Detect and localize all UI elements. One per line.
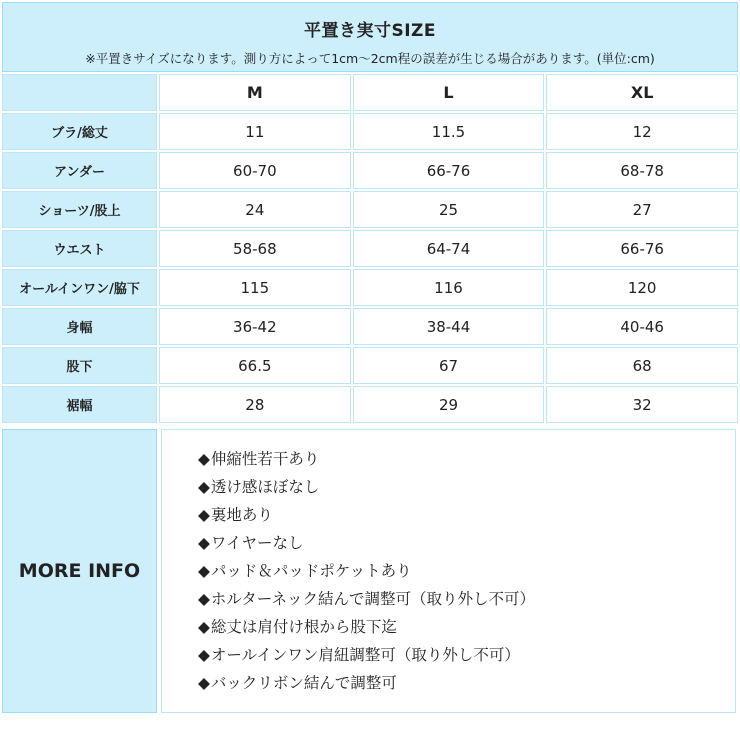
size-chart-title: 平置き実寸SIZE: [303, 21, 436, 41]
table-row: [2, 152, 738, 189]
size-chart-header: [2, 2, 738, 72]
table-cell: 38-44: [353, 308, 545, 345]
list-item: [198, 448, 735, 476]
list-item: [198, 504, 735, 532]
row-label: 裾幅: [2, 386, 157, 423]
corner-cell: [2, 74, 157, 111]
table-cell: 25: [353, 191, 545, 228]
table-cell: 66.5: [159, 347, 351, 384]
list-item: [198, 672, 735, 700]
size-chart-note: ※平置きサイズになります。測り方によって1cm〜2cm程の誤差が生じる場合があります。(単位:cm): [85, 51, 655, 66]
list-item: [198, 616, 735, 644]
table-row: [2, 308, 738, 345]
table-row: [2, 113, 738, 150]
list-item-text: パッド＆パッドポケットあり: [210, 562, 412, 580]
more-info-section: [2, 429, 738, 713]
column-header-xl: XL: [546, 74, 738, 111]
list-item: [198, 560, 735, 588]
diamond-bullet-icon: ◆: [198, 534, 210, 552]
table-cell: 27: [546, 191, 738, 228]
table-cell: 40-46: [546, 308, 738, 345]
more-info-list: [161, 429, 736, 713]
row-label: オールインワン/脇下: [2, 269, 157, 306]
table-cell: 12: [546, 113, 738, 150]
list-item-text: ホルターネック結んで調整可（取り外し不可）: [210, 590, 536, 608]
size-chart: [2, 2, 738, 713]
table-cell: 120: [546, 269, 738, 306]
table-cell: 11: [159, 113, 351, 150]
table-cell: 116: [353, 269, 545, 306]
table-cell: 68-78: [546, 152, 738, 189]
row-label: アンダー: [2, 152, 157, 189]
table-cell: 66-76: [546, 230, 738, 267]
list-item-text: 裏地あり: [210, 506, 273, 524]
table-cell: 11.5: [353, 113, 545, 150]
more-info-label: MORE INFO: [2, 429, 157, 713]
table-cell: 68: [546, 347, 738, 384]
row-label: 股下: [2, 347, 157, 384]
table-cell: 58-68: [159, 230, 351, 267]
table-row: [2, 386, 738, 423]
list-item: [198, 588, 735, 616]
diamond-bullet-icon: ◆: [198, 478, 210, 496]
diamond-bullet-icon: ◆: [198, 562, 210, 580]
diamond-bullet-icon: ◆: [198, 450, 210, 468]
row-label: 身幅: [2, 308, 157, 345]
table-cell: 67: [353, 347, 545, 384]
size-header-row: [2, 74, 738, 111]
list-item-text: 透け感ほぼなし: [210, 478, 320, 496]
table-row: [2, 191, 738, 228]
table-cell: 28: [159, 386, 351, 423]
table-cell: 115: [159, 269, 351, 306]
table-cell: 32: [546, 386, 738, 423]
table-cell: 36-42: [159, 308, 351, 345]
row-label: ショーツ/股上: [2, 191, 157, 228]
table-row: [2, 230, 738, 267]
table-row: [2, 269, 738, 306]
table-cell: 24: [159, 191, 351, 228]
list-item-text: 総丈は肩付け根から股下迄: [210, 618, 397, 636]
diamond-bullet-icon: ◆: [198, 590, 210, 608]
list-item: [198, 476, 735, 504]
table-cell: 66-76: [353, 152, 545, 189]
diamond-bullet-icon: ◆: [198, 646, 210, 664]
column-header-l: L: [353, 74, 545, 111]
table-cell: 29: [353, 386, 545, 423]
table-row: [2, 347, 738, 384]
list-item-text: ワイヤーなし: [210, 534, 304, 552]
diamond-bullet-icon: ◆: [198, 506, 210, 524]
list-item-text: オールインワン肩紐調整可（取り外し不可）: [210, 646, 520, 664]
list-item-text: バックリボン結んで調整可: [210, 674, 397, 692]
diamond-bullet-icon: ◆: [198, 618, 210, 636]
table-cell: 60-70: [159, 152, 351, 189]
list-item: [198, 644, 735, 672]
list-item: [198, 532, 735, 560]
list-item-text: 伸縮性若干あり: [210, 450, 320, 468]
diamond-bullet-icon: ◆: [198, 674, 210, 692]
table-cell: 64-74: [353, 230, 545, 267]
size-table: [0, 72, 740, 425]
row-label: ウエスト: [2, 230, 157, 267]
row-label: ブラ/総丈: [2, 113, 157, 150]
column-header-m: M: [159, 74, 351, 111]
